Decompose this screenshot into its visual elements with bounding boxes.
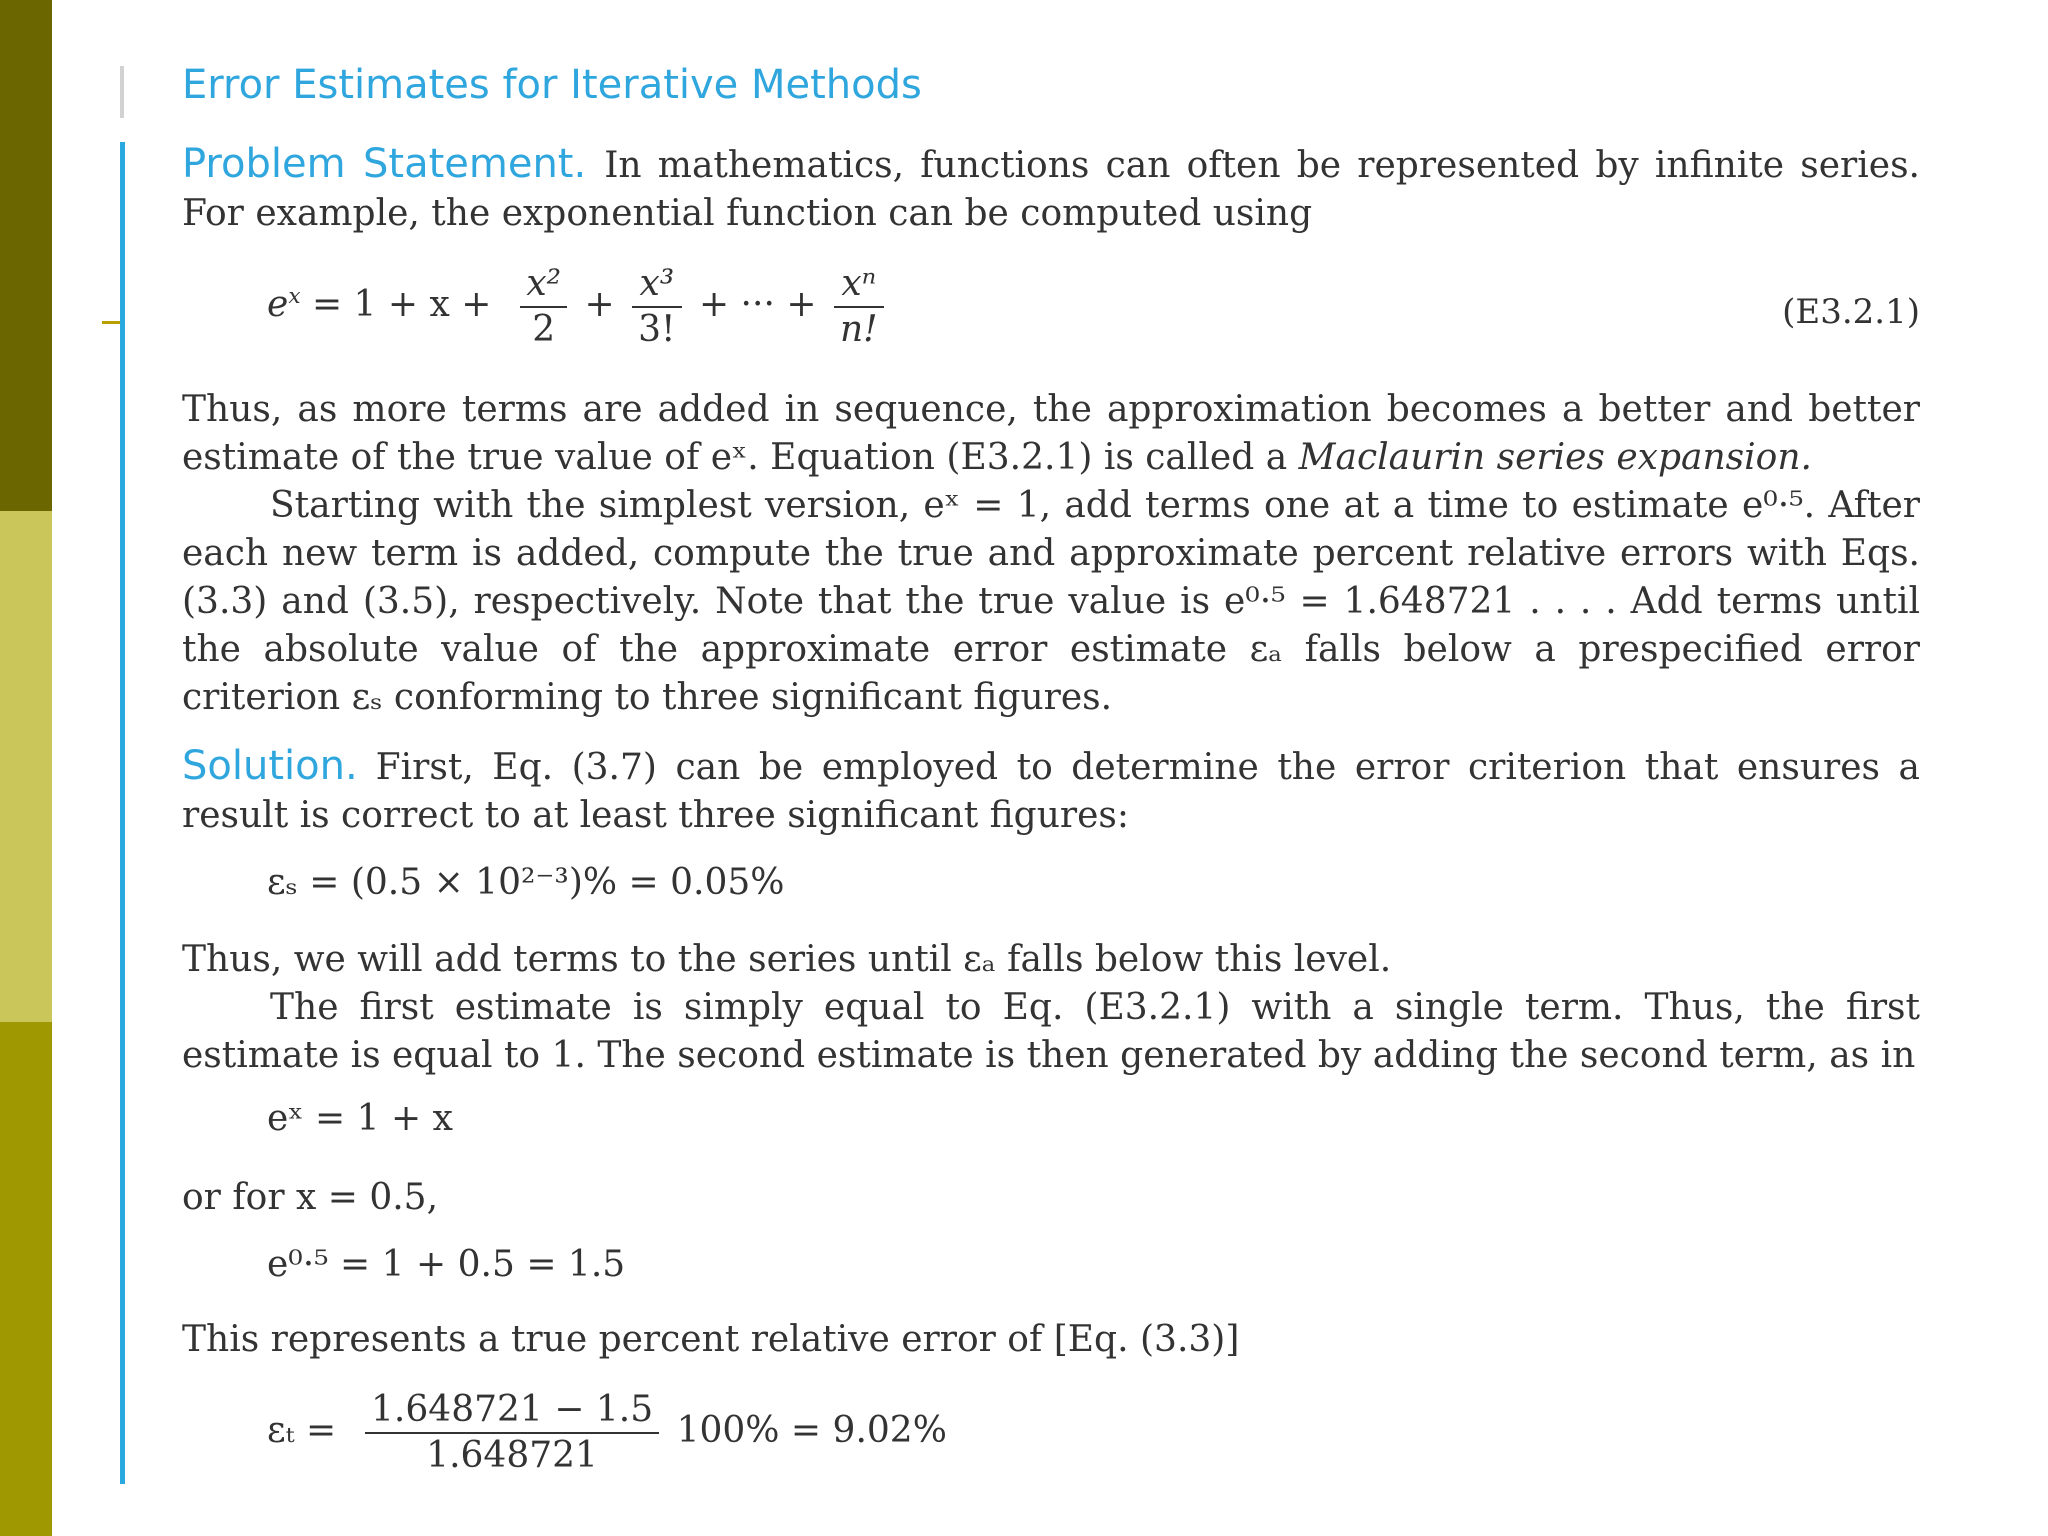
equation-error-criterion: εₛ = (0.5 × 10²⁻³)% = 0.05% xyxy=(267,862,785,903)
problem-statement-label: Problem Statement. xyxy=(182,141,587,187)
paragraph-add-terms: Thus, we will add terms to the series until εₐ falls below this level. xyxy=(182,939,1392,980)
paragraph-first-estimate: The first estimate is simply equal to Eq. (E3.2.1) with a single term. Thus, the first estimate is equal to 1. The second estimate is then generated by adding the second term, as in xyxy=(182,987,1920,1076)
heading-marker xyxy=(120,66,124,118)
solution-text: First, Eq. (3.7) can be employed to determine the error criterion that ensures a result is correct to at least three significant figures: xyxy=(182,747,1920,836)
solution-label: Solution. xyxy=(182,743,358,789)
eq1-lhs-sup: x xyxy=(288,284,301,309)
solution xyxy=(182,742,1920,840)
problem-statement xyxy=(182,140,1920,238)
eq1-f2-num: x³ xyxy=(632,264,681,308)
eq5-num: 1.648721 − 1.5 xyxy=(365,1390,659,1434)
eq5-fraction xyxy=(365,1390,659,1476)
eq1-plus: + xyxy=(584,284,615,325)
equation-number: (E3.2.1) xyxy=(1782,292,1920,332)
para2-italic: Maclaurin series expansion. xyxy=(1298,437,1812,478)
paragraph-starting: Starting with the simplest version, eˣ = 1, add terms one at a time to estimate e⁰·⁵. After each new term is added, compute the true and approximate percent relative errors with Eqs. (3.3) and (3.5), respectively. Note that the true value is e⁰·⁵ = 1.648721 . . . . Add terms until the absolute value of the approximate error estimate εₐ falls below a prespecified error criterion εₛ conforming to three significant figures. xyxy=(182,485,1920,718)
equation-second-estimate: eˣ = 1 + x xyxy=(267,1098,453,1139)
paragraph-maclaurin xyxy=(182,386,1920,482)
para2-text: Thus, as more terms are added in sequence, the approximation becomes a better and better estimate of the true value of eˣ. Equation (E3.2.1) is called a xyxy=(182,389,1920,478)
paragraph-for-x: or for x = 0.5, xyxy=(182,1177,439,1218)
eq1-lhs: e xyxy=(267,284,289,325)
problem-statement-text: In mathematics, functions can often be represented by infinite series. For example, the exponential function can be computed using xyxy=(182,145,1920,234)
equation-e-05: e⁰·⁵ = 1 + 0.5 = 1.5 xyxy=(267,1244,626,1285)
eq1-fraction-3 xyxy=(834,264,884,350)
eq1-dots: + ··· + xyxy=(698,284,817,325)
eq1-f2-den: 3! xyxy=(638,309,676,350)
eq1-f3-num: xⁿ xyxy=(834,264,884,308)
sidebar-stripe-bottom xyxy=(0,1022,52,1536)
page-title: Error Estimates for Iterative Methods xyxy=(182,62,922,108)
eq1-f1-num: x² xyxy=(520,264,567,308)
content-accent-bar xyxy=(120,142,125,1484)
equation-true-error xyxy=(267,1390,947,1476)
equation-e3-2-1 xyxy=(267,264,890,350)
eq1-f1-den: 2 xyxy=(532,309,556,350)
eq5-den: 1.648721 xyxy=(426,1435,598,1476)
sidebar-stripe-top xyxy=(0,0,52,511)
paragraph-true-error: This represents a true percent relative error of [Eq. (3.3)] xyxy=(182,1319,1240,1360)
eq1-fraction-1 xyxy=(520,264,567,350)
eq1-mid: = 1 + x + xyxy=(300,284,503,325)
eq1-fraction-2 xyxy=(632,264,681,350)
equation-tick-mark xyxy=(102,321,120,324)
eq5-lhs: εₜ = xyxy=(267,1410,348,1451)
sidebar-stripe-middle xyxy=(0,511,52,1022)
eq1-f3-den: n! xyxy=(839,309,878,350)
eq5-rhs: 100% = 9.02% xyxy=(676,1410,947,1451)
